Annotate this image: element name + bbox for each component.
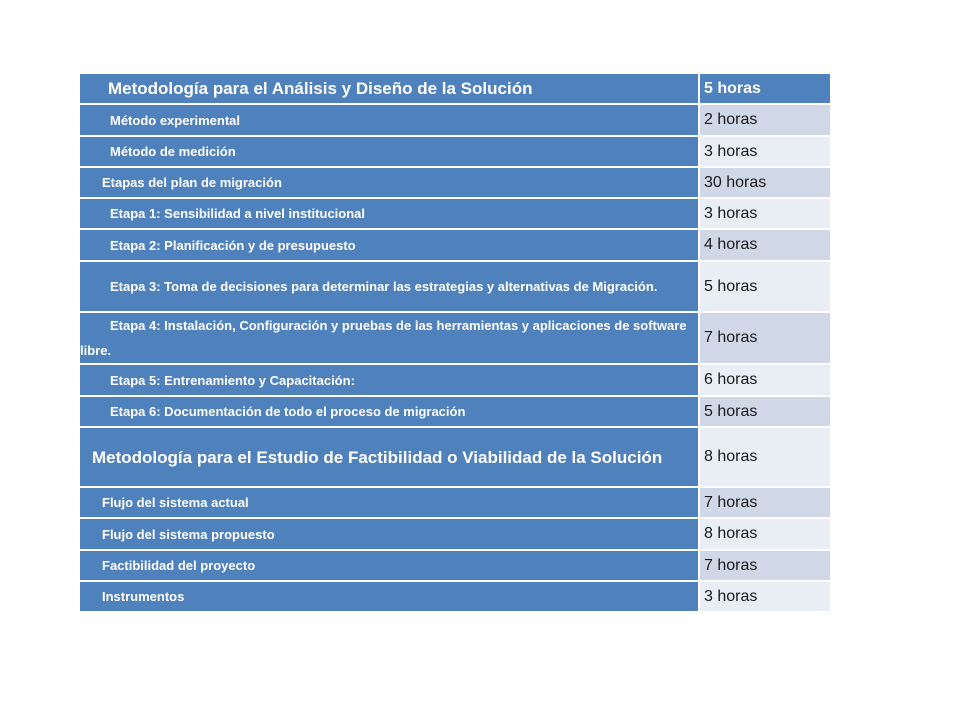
- task-cell: Etapa 5: Entrenamiento y Capacitación:: [79, 364, 699, 396]
- hours-cell: 5 horas: [699, 261, 831, 312]
- hours-cell: 7 horas: [699, 487, 831, 518]
- hours-cell: 3 horas: [699, 581, 831, 612]
- table-row: [79, 487, 831, 518]
- table-row: [79, 104, 831, 136]
- section-title: Metodología para el Análisis y Diseño de la Solución: [79, 73, 699, 104]
- table-row: [79, 312, 831, 364]
- task-cell: Flujo del sistema propuesto: [79, 518, 699, 550]
- task-cell: Etapa 3: Toma de decisiones para determinar las estrategias y alternativas de Migración.: [79, 261, 699, 312]
- hours-cell: 3 horas: [699, 136, 831, 167]
- hours-cell: 7 horas: [699, 312, 831, 364]
- task-cell: Método experimental: [79, 104, 699, 136]
- hours-cell: 2 horas: [699, 104, 831, 136]
- table-row: [79, 364, 831, 396]
- table-row: [79, 136, 831, 167]
- task-cell: Flujo del sistema actual: [79, 487, 699, 518]
- task-cell: Método de medición: [79, 136, 699, 167]
- hours-cell: 6 horas: [699, 364, 831, 396]
- task-cell: Etapa 4: Instalación, Configuración y pruebas de las herramientas y aplicaciones de software libre.: [79, 312, 699, 364]
- hours-cell: 4 horas: [699, 229, 831, 261]
- task-cell: Etapa 2: Planificación y de presupuesto: [79, 229, 699, 261]
- task-cell: Etapa 6: Documentación de todo el proceso de migración: [79, 396, 699, 427]
- table-row: [79, 550, 831, 581]
- table-row: [79, 198, 831, 229]
- task-cell: Instrumentos: [79, 581, 699, 612]
- table-row: [79, 229, 831, 261]
- table-row: [79, 396, 831, 427]
- hours-cell: 30 horas: [699, 167, 831, 198]
- schedule-table: [78, 72, 832, 613]
- table-row: [79, 581, 831, 612]
- table-row: [79, 261, 831, 312]
- table-row: [79, 427, 831, 487]
- hours-cell: 5 horas: [699, 396, 831, 427]
- hours-cell: 8 horas: [699, 427, 831, 487]
- hours-cell: 5 horas: [699, 73, 831, 104]
- task-cell: Etapa 1: Sensibilidad a nivel institucional: [79, 198, 699, 229]
- task-cell: Factibilidad del proyecto: [79, 550, 699, 581]
- table-row: [79, 73, 831, 104]
- section-title: Metodología para el Estudio de Factibilidad o Viabilidad de la Solución: [79, 427, 699, 487]
- task-cell: Etapas del plan de migración: [79, 167, 699, 198]
- hours-cell: 8 horas: [699, 518, 831, 550]
- hours-cell: 7 horas: [699, 550, 831, 581]
- hours-cell: 3 horas: [699, 198, 831, 229]
- table-row: [79, 518, 831, 550]
- table-row: [79, 167, 831, 198]
